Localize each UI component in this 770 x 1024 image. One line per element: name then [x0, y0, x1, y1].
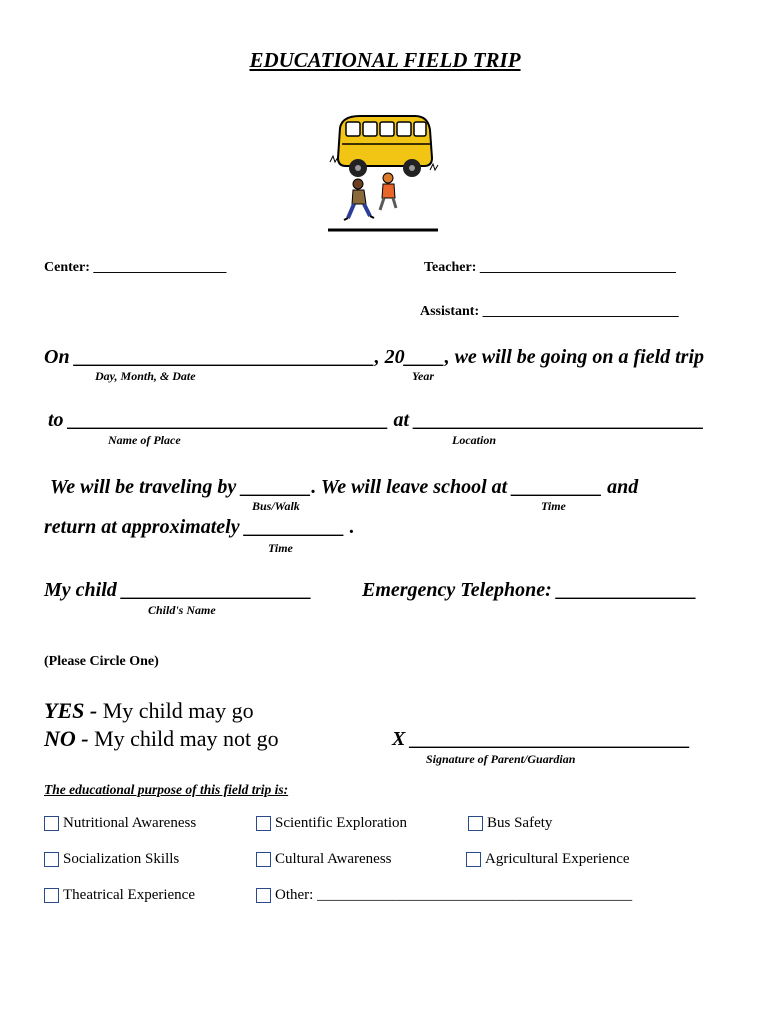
circle-note: (Please Circle One) [44, 654, 159, 669]
option-label: Scientific Exploration [275, 815, 408, 831]
checkbox-icon[interactable] [44, 852, 59, 867]
date-line[interactable]: On ______________________________, 20____, we will be going on a field trip [44, 346, 705, 368]
place-line[interactable]: to ________________________________ at _____________________________ [48, 409, 705, 431]
leave-time-caption: Time [541, 499, 566, 513]
no-text: My child may not go [88, 726, 279, 751]
place-caption: Name of Place [108, 433, 181, 447]
bus-walk-caption: Bus/Walk [252, 499, 300, 513]
return-line[interactable]: return at approximately __________ . [44, 516, 355, 538]
emergency-phone-line[interactable]: Emergency Telephone: ______________ [362, 579, 697, 601]
checkbox-icon[interactable] [44, 816, 59, 831]
option-label: Bus Safety [487, 815, 553, 831]
signature-caption: Signature of Parent/Guardian [426, 752, 576, 766]
option-label: Agricultural Experience [485, 851, 630, 867]
checkbox-bus-safety[interactable] [468, 815, 552, 832]
checkbox-icon[interactable] [256, 816, 271, 831]
yes-option[interactable] [44, 698, 254, 724]
return-time-caption: Time [268, 541, 293, 555]
checkbox-icon[interactable] [44, 888, 59, 903]
no-option[interactable] [44, 726, 279, 752]
yes-text: My child may go [97, 698, 254, 723]
page-title: EDUCATIONAL FIELD TRIP [249, 48, 521, 72]
checkbox-cultural[interactable] [256, 851, 392, 868]
center-field[interactable]: Center: ___________________ [44, 260, 227, 275]
child-name-caption: Child's Name [148, 603, 216, 617]
option-label: Socialization Skills [63, 851, 180, 867]
yes-word: YES - [44, 698, 98, 723]
checkbox-nutritional[interactable] [44, 815, 196, 832]
purpose-heading: The educational purpose of this field trip is: [44, 782, 289, 797]
checkbox-theatrical[interactable] [44, 887, 195, 904]
location-caption: Location [452, 433, 496, 447]
signature-line[interactable]: X ____________________________ [392, 728, 691, 750]
checkbox-agricultural[interactable] [466, 851, 630, 868]
checkbox-icon[interactable] [256, 888, 271, 903]
option-label: Cultural Awareness [275, 851, 392, 867]
checkbox-socialization[interactable] [44, 851, 179, 868]
assistant-field[interactable]: Assistant: ____________________________ [420, 304, 679, 319]
year-caption: Year [412, 369, 434, 383]
travel-line[interactable]: We will be traveling by _______. We will leave school at _________ and [50, 476, 639, 498]
option-label: Nutritional Awareness [63, 815, 197, 831]
checkbox-scientific[interactable] [256, 815, 407, 832]
checkbox-icon[interactable] [466, 852, 481, 867]
checkbox-icon[interactable] [468, 816, 483, 831]
teacher-field[interactable]: Teacher: ____________________________ [424, 260, 676, 275]
checkbox-other[interactable] [256, 887, 632, 904]
option-label[interactable]: Other: __________________________________________ [275, 887, 633, 903]
child-name-line[interactable]: My child ___________________ [44, 579, 312, 601]
school-bus-icon [320, 108, 445, 233]
checkbox-icon[interactable] [256, 852, 271, 867]
option-label: Theatrical Experience [63, 887, 195, 903]
date-caption: Day, Month, & Date [95, 369, 196, 383]
no-word: NO - [44, 726, 89, 751]
